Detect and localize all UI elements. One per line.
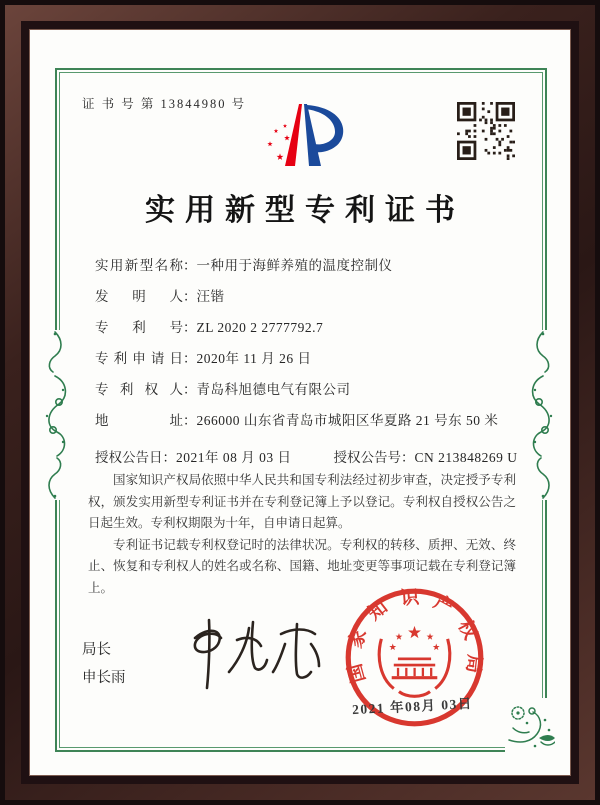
national-emblem	[379, 639, 450, 696]
field-row-name	[95, 254, 393, 274]
certificate-number: 证 书 号 第 13844980 号	[82, 97, 247, 111]
field-value: 一种用于海鲜养殖的温度控制仪	[196, 258, 393, 273]
field-label: 专利号	[95, 320, 183, 335]
cnipa-logo-icon	[240, 96, 360, 181]
field-label: 发明人	[95, 289, 183, 304]
field-label: 地址	[95, 413, 183, 428]
corner-ornament-bottom-right	[505, 698, 555, 752]
field-value: ZL 2020 2 2777792.7	[196, 320, 324, 335]
certificate-title: 实用新型专利证书	[145, 194, 465, 227]
field-label: 专利申请日	[95, 351, 183, 366]
flourish-ornament-right	[525, 330, 561, 500]
field-row-inventor	[95, 285, 225, 305]
field-row-patentee	[95, 378, 351, 398]
field-label: 专利权人	[95, 382, 183, 397]
signer-block	[82, 636, 126, 693]
grant-no-value: CN 213848269 U	[414, 450, 518, 465]
legal-paragraph-1: 国家知识产权局依照中华人民共和国专利法经过初步审查，决定授予专利权，颁发实用新型专利证书并在专利登记簿上予以登记。专利权自授权公告之日起生效。专利权期限为十年，自申请日起算。	[88, 473, 516, 530]
grant-row	[95, 446, 518, 466]
colon: ：	[183, 258, 197, 273]
qr-code-icon	[457, 102, 515, 160]
field-row-filing-date	[95, 347, 312, 367]
field-label: 实用新型名称	[95, 258, 183, 273]
colon: ：	[183, 413, 197, 428]
national-emblem-stars	[389, 626, 439, 650]
colon: ：	[401, 450, 415, 465]
field-value: 2020年 11 月 26 日	[196, 351, 312, 366]
colon: ：	[183, 289, 197, 304]
signer-name: 申长雨	[82, 670, 126, 687]
field-value: 青岛科旭德电气有限公司	[196, 382, 351, 397]
field-row-patent-no	[95, 316, 323, 336]
legal-text	[88, 470, 516, 599]
colon: ：	[183, 382, 197, 397]
grant-date-label: 授权公告日	[95, 450, 163, 465]
colon: ：	[162, 450, 176, 465]
seal-text: 国家知识产权局	[344, 587, 485, 685]
signer-title: 局长	[82, 642, 111, 658]
legal-paragraph-2: 专利证书记载专利权登记时的法律状况。专利权的转移、质押、无效、终止、恢复和专利权人的姓名或名称、国籍、地址变更等事项记载在专利登记簿上。	[88, 537, 516, 595]
seal-date: 2021 年08月 03日	[351, 695, 474, 718]
colon: ：	[183, 351, 197, 366]
grant-date-value: 2021年 08 月 03 日	[176, 450, 292, 465]
field-row-address	[95, 409, 498, 429]
field-value: 266000 山东省青岛市城阳区华夏路 21 号东 50 米	[196, 413, 499, 428]
grant-no-label: 授权公告号	[333, 450, 401, 465]
flourish-ornament-left	[37, 330, 73, 500]
certificate-paper	[30, 30, 570, 775]
colon: ：	[183, 320, 197, 335]
handwritten-signature-icon	[165, 610, 335, 705]
field-value: 汪锴	[196, 289, 225, 304]
